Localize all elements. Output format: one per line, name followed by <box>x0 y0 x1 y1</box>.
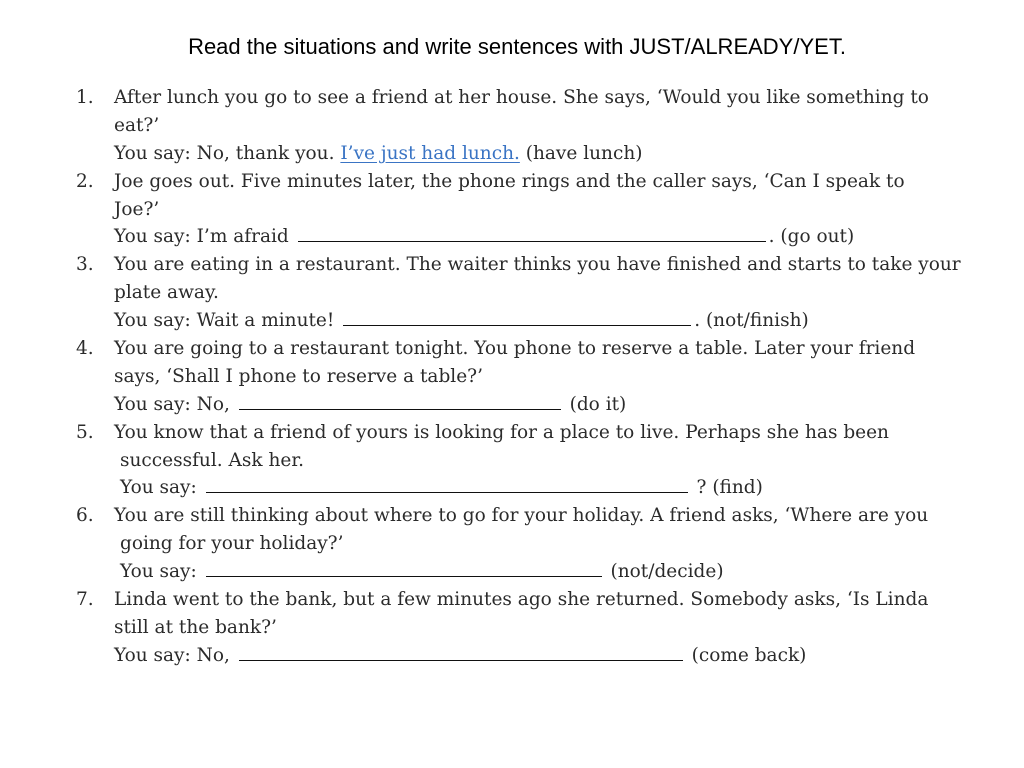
answer-blank[interactable] <box>298 225 766 242</box>
situation-line: You know that a friend of yours is looking for a place to live. Perhaps she has been <box>114 421 889 443</box>
answer-blank[interactable] <box>239 393 561 410</box>
item-number: 3. <box>76 254 94 276</box>
hint-text: (do it) <box>569 393 627 415</box>
response-line <box>114 391 986 419</box>
exercise-item-5 <box>76 419 986 503</box>
item-number: 1. <box>76 87 94 108</box>
answer-blank[interactable] <box>343 309 691 326</box>
item-number: 5. <box>76 421 94 443</box>
situation-line: eat?’ <box>114 114 160 136</box>
response-line <box>114 474 986 502</box>
response-line <box>114 307 986 335</box>
hint-text: ? (find) <box>696 477 763 499</box>
response-line <box>114 140 986 168</box>
hint-text: (have lunch) <box>525 142 643 164</box>
prompt-text: You say: No, <box>114 393 230 415</box>
situation-line: plate away. <box>114 282 219 304</box>
prompt-text: You say: <box>120 477 197 499</box>
response-line <box>114 223 986 251</box>
situation-line: still at the bank?’ <box>114 616 277 638</box>
hint-text: . (go out) <box>768 226 855 248</box>
situation-line: Joe?’ <box>114 198 160 220</box>
example-answer: I’ve just had lunch. <box>340 142 520 164</box>
situation-line: Joe goes out. Five minutes later, the phone rings and the caller says, ‘Can I speak to <box>114 170 905 192</box>
prompt-text: You say: No, <box>114 644 230 666</box>
hint-text: (not/decide) <box>610 561 724 583</box>
situation-line: says, ‘Shall I phone to reserve a table?’ <box>114 365 483 387</box>
response-line <box>114 642 986 670</box>
exercise-item-6 <box>76 502 986 586</box>
prompt-text: You say: <box>120 561 197 583</box>
situation-line: going for your holiday?’ <box>120 533 344 555</box>
hint-text: . (not/finish) <box>694 310 809 332</box>
exercise-item-7 <box>76 586 986 670</box>
answer-blank[interactable] <box>206 476 688 493</box>
situation-line: You are still thinking about where to go for your holiday. A friend asks, ‘Where are you <box>114 505 929 527</box>
exercise-item-3 <box>76 251 986 335</box>
situation-line: You are going to a restaurant tonight. You phone to reserve a table. Later your friend <box>114 338 916 360</box>
answer-blank[interactable] <box>239 644 683 661</box>
exercise-item-4 <box>76 335 986 419</box>
situation-line: You are eating in a restaurant. The waiter thinks you have finished and starts to take your <box>114 254 961 276</box>
exercise-list <box>76 84 986 670</box>
item-number: 6. <box>76 505 94 527</box>
item-number: 4. <box>76 338 94 360</box>
response-line <box>114 558 986 586</box>
exercise-item-2 <box>76 168 986 252</box>
page-title: Read the situations and write sentences with JUST/ALREADY/YET. <box>188 34 846 59</box>
situation-line: Linda went to the bank, but a few minutes ago she returned. Somebody asks, ‘Is Linda <box>114 589 929 611</box>
item-number: 7. <box>76 589 94 611</box>
answer-blank[interactable] <box>206 560 602 577</box>
hint-text: (come back) <box>691 644 807 666</box>
situation-line: successful. Ask her. <box>120 449 305 471</box>
prompt-text: You say: I’m afraid <box>114 226 289 248</box>
exercise-item-1 <box>76 84 986 168</box>
situation-line: After lunch you go to see a friend at her house. She says, ‘Would you like something to <box>114 87 929 108</box>
item-number: 2. <box>76 170 94 192</box>
prompt-text: You say: No, thank you. <box>114 142 335 164</box>
prompt-text: You say: Wait a minute! <box>114 310 335 332</box>
